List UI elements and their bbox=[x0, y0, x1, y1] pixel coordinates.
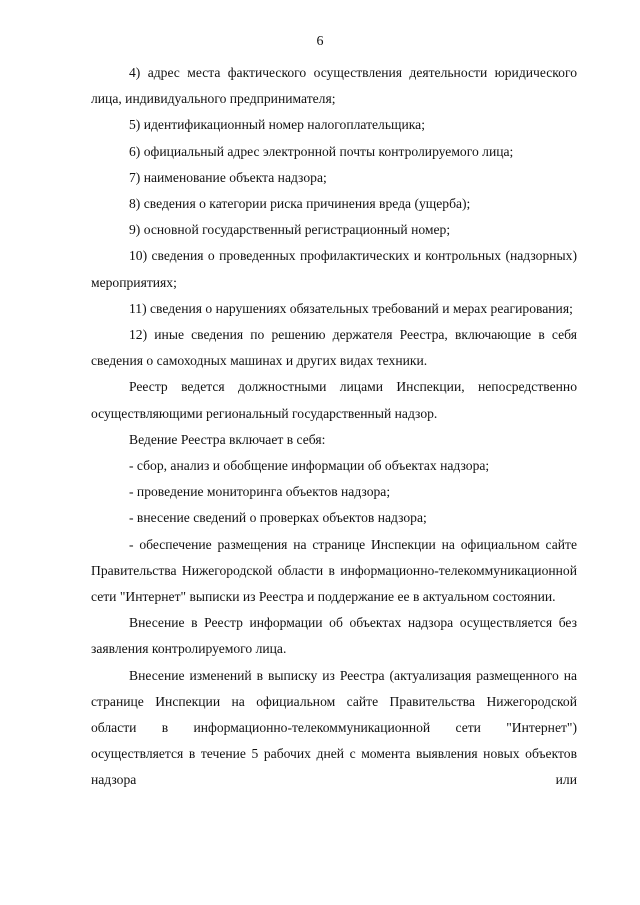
paragraph-changes-update: Внесение изменений в выписку из Реестра (актуализация размещенного на странице Инспекции на официальном сайте Правительства Нижегородской области в информационно-телекоммуникационной сети "Интернет") осуществляется в течение 5 рабочих дней с момента выявления новых объектов надзора или bbox=[91, 667, 577, 788]
list-item-ogrn: 9) основной государственный регистрационный номер; bbox=[129, 222, 451, 238]
list-item-email: 6) официальный адрес электронной почты контролируемого лица; bbox=[129, 143, 514, 159]
paragraph-entry-without-application: Внесение в Реестр информации об объектах надзора осуществляется без заявления контролируемого лица. bbox=[91, 615, 577, 657]
document-body bbox=[91, 60, 577, 794]
list-item-measures: 10) сведения о проведенных профилактических и контрольных (надзорных) мероприятиях; bbox=[91, 248, 577, 290]
dash-item-monitoring: - проведение мониторинга объектов надзора; bbox=[129, 484, 391, 500]
dash-item-collection: - сбор, анализ и обобщение информации об объектах надзора; bbox=[129, 458, 490, 474]
list-item-risk-category: 8) сведения о категории риска причинения вреда (ущерба); bbox=[129, 196, 471, 212]
paragraph-registry-maintained: Реестр ведется должностными лицами Инспекции, непосредственно осуществляющими региональный государственный надзор. bbox=[91, 379, 577, 421]
dash-item-inspections: - внесение сведений о проверках объектов надзора; bbox=[129, 510, 427, 526]
list-item-object-name: 7) наименование объекта надзора; bbox=[129, 169, 327, 185]
dash-item-publication: - обеспечение размещения на странице Инспекции на официальном сайте Правительства Нижегородской области в информационно-телекоммуникационной сети "Интернет" выписки из Реестра и поддержание ее в актуальном состоянии. bbox=[91, 536, 577, 605]
list-item-violations: 11) сведения о нарушениях обязательных требований и мерах реагирования; bbox=[129, 300, 573, 316]
page-number: 6 bbox=[316, 34, 324, 49]
list-item-other-info: 12) иные сведения по решению держателя Реестра, включающие в себя сведения о самоходных машинах и других видах техники. bbox=[91, 327, 577, 369]
list-item-address: 4) адрес места фактического осуществления деятельности юридического лица, индивидуального предпринимателя; bbox=[91, 65, 577, 107]
paragraph-registry-includes: Ведение Реестра включает в себя: bbox=[129, 431, 326, 447]
list-item-inn: 5) идентификационный номер налогоплательщика; bbox=[129, 117, 425, 133]
